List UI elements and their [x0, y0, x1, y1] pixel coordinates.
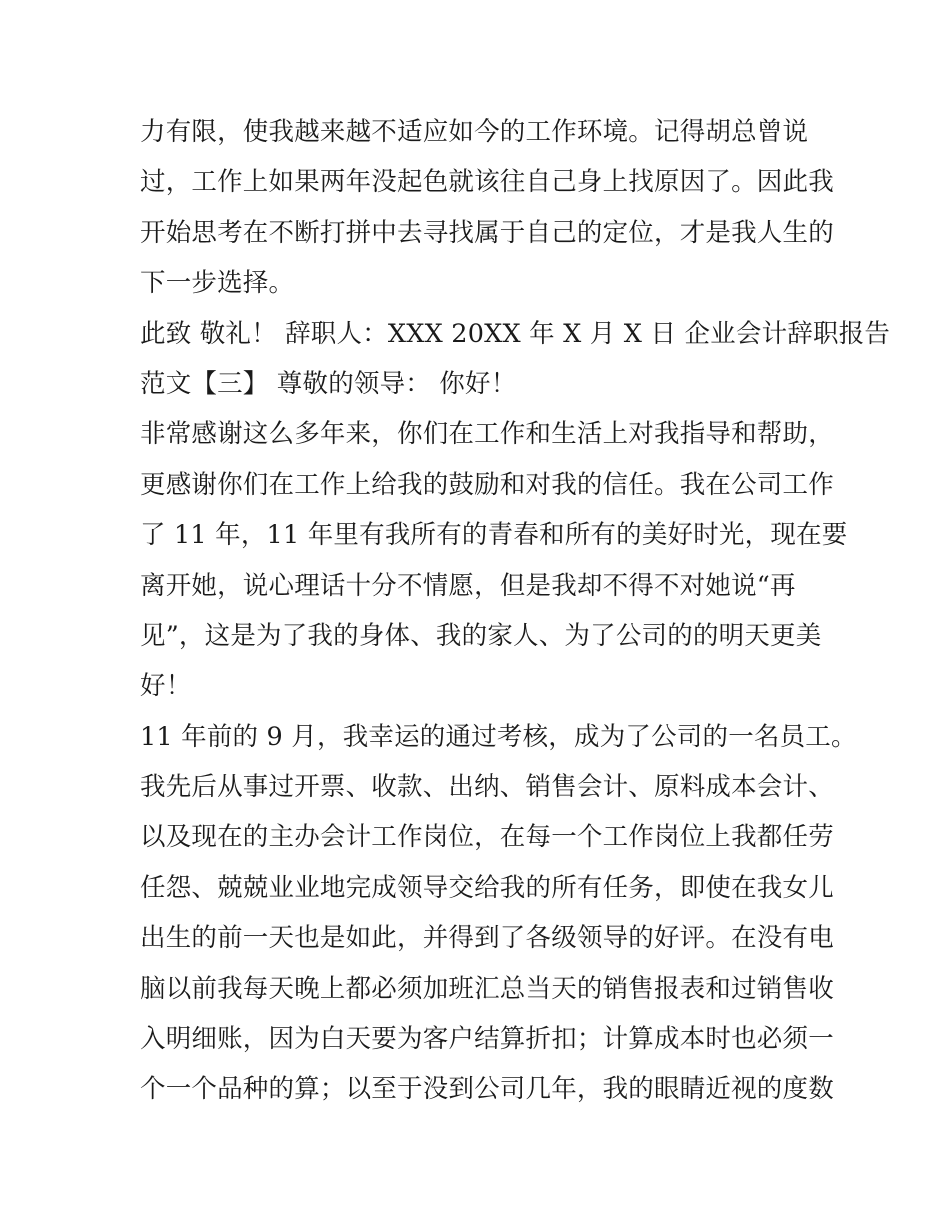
text-line: 个一个品种的算；以至于没到公司几年，我的眼睛近视的度数 — [140, 1074, 834, 1105]
text-line: 脑以前我每天晚上都必须加班汇总当天的销售报表和过销售收 — [140, 973, 834, 1004]
text-line: 任怨、兢兢业业地完成领导交给我的所有任务，即使在我女儿 — [140, 872, 834, 903]
text-line: 此致 敬礼！ 辞职人：XXX 20XX 年 X 月 X 日 企业会计辞职报告 — [140, 318, 891, 349]
text-line: 见”，这是为了我的身体、我的家人、为了公司的的明天更美 — [140, 620, 822, 651]
text-line: 以及现在的主办会计工作岗位，在每一个工作岗位上我都任劳 — [140, 822, 834, 853]
text-line: 11 年前的 9 月，我幸运的通过考核，成为了公司的一名员工。 — [140, 721, 857, 752]
text-line: 过，工作上如果两年没起色就该往自己身上找原因了。因此我 — [140, 167, 834, 198]
text-line: 了 11 年，11 年里有我所有的青春和所有的美好时光，现在要 — [140, 520, 848, 551]
text-line: 非常感谢这么多年来，你们在工作和生活上对我指导和帮助， — [140, 419, 834, 450]
text-line: 入明细账，因为白天要为客户结算折扣；计算成本时也必须一 — [140, 1024, 834, 1055]
text-line: 离开她，说心理话十分不情愿，但是我却不得不对她说“再 — [140, 570, 796, 601]
text-line: 范文【三】 尊敬的领导： 你好！ — [140, 368, 517, 399]
text-line: 我先后从事过开票、收款、出纳、销售会计、原料成本会计、 — [140, 772, 834, 803]
text-line: 出生的前一天也是如此，并得到了各级领导的好评。在没有电 — [140, 923, 834, 954]
text-line: 力有限，使我越来越不适应如今的工作环境。记得胡总曾说 — [140, 117, 809, 147]
body-text — [140, 107, 891, 1115]
text-line: 下一步选择。 — [140, 268, 295, 299]
text-line: 开始思考在不断打拼中去寻找属于自己的定位，才是我人生的 — [140, 217, 834, 248]
text-line: 好！ — [140, 671, 192, 702]
text-line: 更感谢你们在工作上给我的鼓励和对我的信任。我在公司工作 — [140, 469, 834, 500]
